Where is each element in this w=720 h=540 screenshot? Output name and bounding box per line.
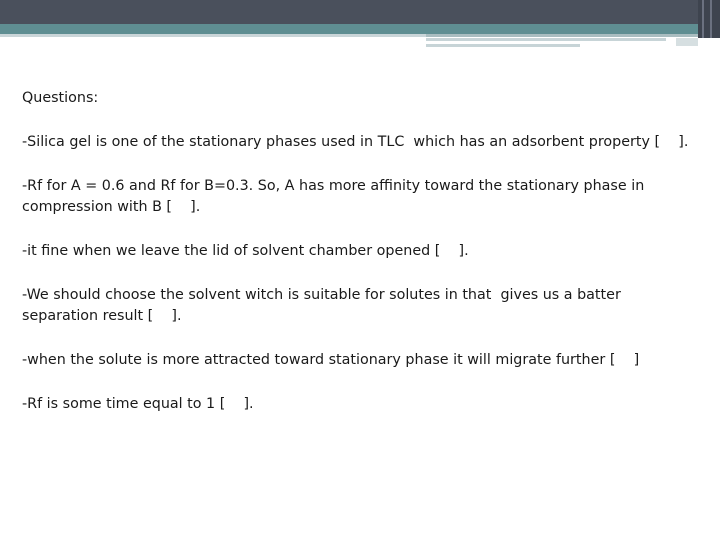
question-item: -when the solute is more attracted toward stationary phase it will migrate further [ ]	[22, 352, 640, 368]
question-item: -Silica gel is one of the stationary phases used in TLC which has an adsorbent property [ ].	[22, 134, 689, 150]
questions-heading: Questions:	[22, 90, 99, 106]
header-stripe	[0, 34, 426, 37]
slide-body	[22, 88, 702, 438]
question-item: -Rf is some time equal to 1 [ ].	[22, 396, 254, 412]
header-bar-dark	[0, 0, 698, 24]
question-item: -Rf for A = 0.6 and Rf for B=0.3. So, A has more affinity toward the stationary phase in compression with B [ ].	[22, 178, 645, 215]
header-stripe	[426, 44, 580, 47]
header-stripe	[676, 38, 698, 46]
header-corner-block	[698, 0, 720, 38]
header-bar-teal	[0, 24, 698, 34]
question-item: -it fine when we leave the lid of solvent chamber opened [ ].	[22, 243, 469, 259]
question-item: -We should choose the solvent witch is suitable for solutes in that gives us a batter separation result [ ].	[22, 287, 621, 324]
header-stripe	[426, 34, 698, 37]
header-stripe	[426, 38, 666, 41]
